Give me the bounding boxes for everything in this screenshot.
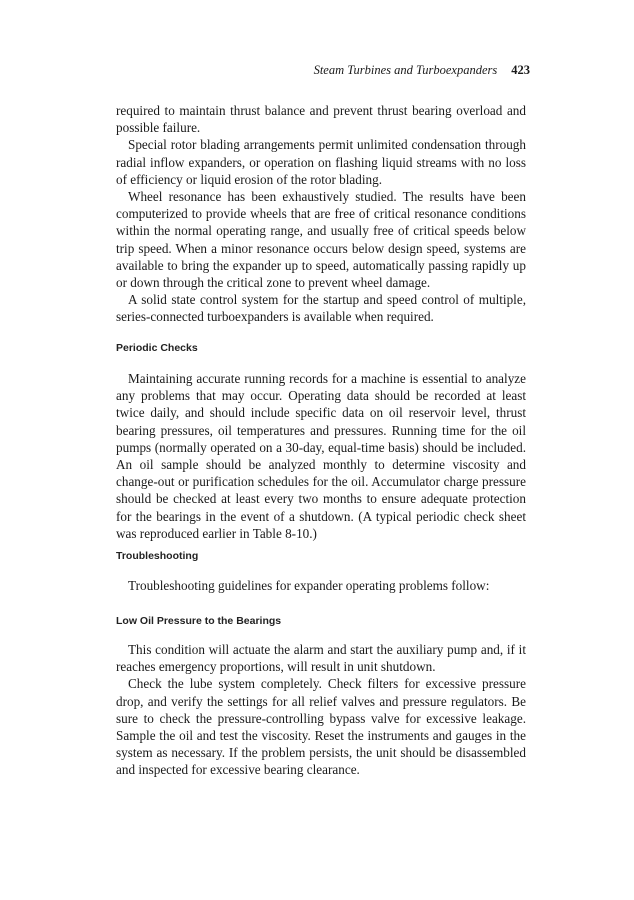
section-heading-periodic-checks: Periodic Checks [116,342,198,354]
low-oil-pressure-section [116,641,526,779]
section-heading-low-oil-pressure: Low Oil Pressure to the Bearings [116,615,282,627]
paragraph: A solid state control system for the startup and speed control of multiple, series-connected turboexpanders is available when required. [116,292,526,325]
periodic-checks-section [116,370,526,542]
troubleshooting-section [116,577,526,594]
paragraph: Special rotor blading arrangements permit unlimited condensation through radial inflow expanders, or operation on flashing liquid streams with no loss of efficiency or liquid erosion of the rotor blading. [116,137,526,187]
page-number: 423 [511,63,530,77]
running-title: Steam Turbines and Turboexpanders [313,63,498,77]
intro-section [116,102,526,326]
running-head [314,63,530,78]
paragraph: This condition will actuate the alarm and start the auxiliary pump and, if it reaches emergency proportions, will result in unit shutdown. [116,642,526,675]
paragraph: Wheel resonance has been exhaustively studied. The results have been computerized to provide wheels that are free of critical resonance conditions within the normal operating range, and usually free of critical speeds below trip speed. When a minor resonance occurs below design speed, systems are available to bring the expander up to speed, automatically passing rapidly up or down through the critical zone to prevent wheel damage. [116,189,526,291]
paragraph: Maintaining accurate running records for a machine is essential to analyze any problems that may occur. Operating data should be recorded at least twice daily, and should include specific data on oil reservoir level, thrust bearing pressures, oil temperatures and pressures. Running time for the oil pumps (normally operated on a 30-day, equal-time basis) should be included. An oil sample should be analyzed monthly to determine viscosity and change-out or purification schedules for the oil. Accumulator charge pressure should be checked at least every two months to ensure adequate protection for the bearings in the event of a shutdown. (A typical periodic check sheet was reproduced earlier in Table 8-10.) [116,371,526,541]
paragraph: required to maintain thrust balance and prevent thrust bearing overload and possible failure. [116,103,526,136]
paragraph: Check the lube system completely. Check filters for excessive pressure drop, and verify the settings for all relief valves and pressure regulators. Be sure to check the pressure-controlling bypass valve for excessive leakage. Sample the oil and test the viscosity. Reset the instruments and gauges in the system as necessary. If the problem persists, the unit should be disassembled and inspected for excessive bearing clearance. [116,676,526,778]
section-heading-troubleshooting: Troubleshooting [116,550,199,562]
paragraph: Troubleshooting guidelines for expander operating problems follow: [128,578,490,593]
